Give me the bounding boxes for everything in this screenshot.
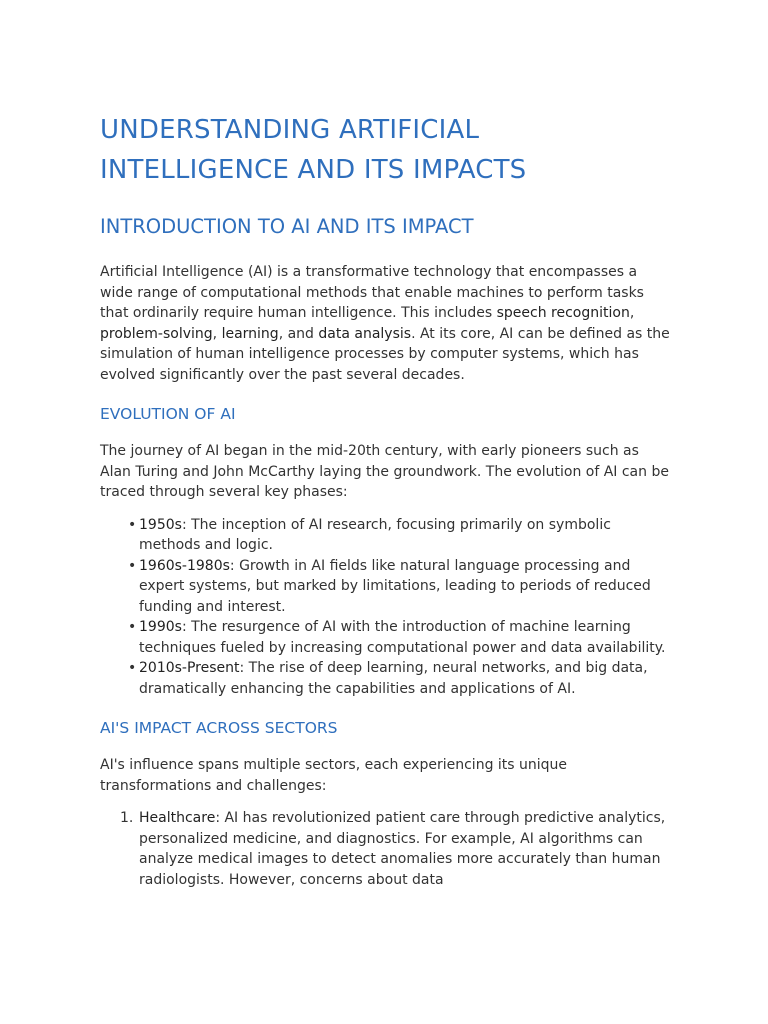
phase-term: 2010s-Present [139,660,240,676]
intro-separator: , [212,325,222,342]
bullet-marker: • [128,660,137,676]
bullet-marker: • [128,516,137,533]
document-body [100,110,672,890]
phase-term: 1950s [139,516,182,533]
term-problem-solving: problem-solving [100,325,213,342]
evolution-phase-list [100,515,672,700]
evolution-paragraph: The journey of AI began in the mid-20th century, with early pioneers such as Alan Turing and John McCarthy laying the groundwork. The evolution of AI can be traced through several key phases: [100,443,669,500]
phase-term: 1990s [139,619,182,635]
document-title: UNDERSTANDING ARTIFICIAL INTELLIGENCE AND ITS IMPACTS [100,115,527,185]
bullet-marker: • [128,557,137,574]
intro-separator: , [629,305,635,321]
section-heading-sectors: AI'S IMPACT ACROSS SECTORS [100,719,338,737]
section-heading-introduction: INTRODUCTION TO AI AND ITS IMPACT [100,215,474,238]
sector-description: : AI has revolutionized patient care through predictive analytics, personalized medicine, and diagnostics. For example, AI algorithms can analyze medical images to detect anomalies more accurately than human radiologists. However, concerns about data [139,810,666,888]
term-speech-recognition: speech recognition [496,305,630,321]
intro-text-start: Artificial Intelligence (AI) is a transformative technology that encompasses a wide range of computational methods that enable machines to perform tasks that ordinarily require human intelligence. This includes [100,264,644,321]
list-item [128,556,672,618]
intro-text-end: . At its core, AI can be defined as the simulation of human intelligence processes by computer systems, which has evolved significantly over the past several decades. [100,325,670,383]
phase-term: 1960s-1980s [139,557,230,574]
intro-separator: , and [278,325,319,342]
section-heading-evolution: EVOLUTION OF AI [100,405,236,423]
phase-description: : Growth in AI fields like natural language processing and expert systems, but marked by limitations, leading to periods of reduced funding and interest. [139,557,651,615]
phase-description: : The resurgence of AI with the introduction of machine learning techniques fueled by increasing computational power and data availability. [139,619,666,656]
sectors-paragraph: AI's influence spans multiple sectors, each experiencing its unique transformations and challenges: [100,757,568,794]
intro-paragraph [100,262,672,385]
term-data-analysis: data analysis [318,325,412,342]
term-learning: learning [221,325,279,342]
phase-description: : The inception of AI research, focusing primarily on symbolic methods and logic. [139,516,611,553]
sector-list [100,808,672,890]
list-item [128,658,672,699]
list-item [128,515,672,556]
list-item [120,808,672,890]
sector-term: Healthcare [139,810,216,826]
list-item [128,617,672,658]
phase-description: : The rise of deep learning, neural networks, and big data, dramatically enhancing the capabilities and applications of AI. [139,660,648,697]
bullet-marker: • [128,619,137,635]
list-number: 1. [120,810,134,826]
